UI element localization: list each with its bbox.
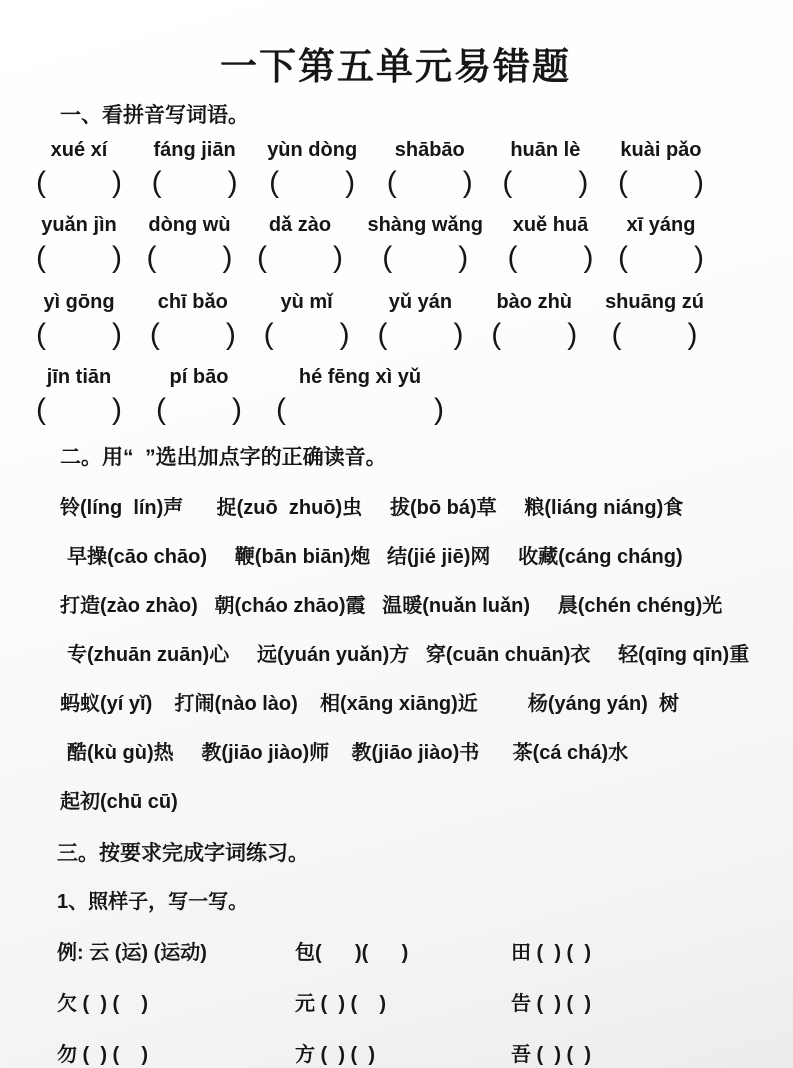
answer-brackets (382, 241, 468, 274)
bracket-open: ( (382, 240, 393, 274)
bracket-open: ( (269, 165, 280, 199)
answer-brackets (508, 241, 594, 274)
practice-row (57, 991, 755, 1017)
answer-brackets (146, 241, 232, 274)
bracket-close: ) (458, 240, 469, 274)
bracket-open: ( (146, 240, 157, 274)
pinyin-label: yù mǐ (280, 290, 333, 313)
reading-choice-line: 酷(kù gù)热 教(jiāo jiào)师 教(jiāo jiào)书 茶(cá chá)水 (67, 741, 629, 764)
pinyin-row (36, 138, 704, 199)
bracket-open: ( (36, 240, 46, 274)
pinyin-label: dòng wù (148, 213, 231, 236)
reading-choice-line: 早操(cāo chāo) 鞭(bān biān)炮 结(jié jiē)网 收藏(cáng cháng) (67, 545, 683, 568)
bracket-close: ) (345, 165, 356, 199)
bracket-open: ( (149, 317, 160, 351)
pinyin-label: dǎ zào (268, 213, 332, 236)
answer-brackets (150, 318, 236, 351)
pinyin-word-slot (36, 365, 122, 426)
bracket-close: ) (112, 240, 122, 274)
answer-brackets (269, 166, 355, 199)
section-pinyin-words (36, 102, 755, 425)
practice-item: 方 ( ) ( ) (295, 1044, 375, 1067)
pinyin-label: yǔ yán (388, 290, 453, 313)
pinyin-word-slot (508, 213, 594, 274)
answer-brackets (36, 166, 122, 199)
pinyin-word-slot (152, 138, 238, 199)
answer-brackets (36, 241, 122, 274)
pinyin-word-slot (276, 365, 444, 426)
pinyin-label: chī bǎo (157, 290, 228, 313)
practice-row (57, 1042, 755, 1068)
pinyin-word-slot (150, 290, 236, 351)
pinyin-word-slot (267, 138, 357, 199)
pinyin-label: yì gōng (43, 290, 115, 313)
answer-brackets (618, 241, 704, 274)
bracket-open: ( (507, 240, 518, 274)
answer-brackets (156, 393, 242, 426)
bracket-open: ( (156, 392, 166, 426)
reading-choice-line: 专(zhuān zuān)心 远(yuán yuǎn)方 穿(cuān chuān)衣 轻(qīng qīn)重 (67, 643, 750, 666)
pinyin-word-slot (36, 138, 122, 199)
section3-subheading: 1、照样子，写一写。 (57, 891, 249, 914)
bracket-close: ) (332, 240, 343, 274)
bracket-close: ) (693, 165, 704, 199)
practice-item: 吾 ( ) ( ) (511, 1044, 591, 1067)
bracket-open: ( (611, 317, 622, 351)
bracket-close: ) (578, 165, 589, 199)
bracket-open: ( (36, 392, 46, 426)
pinyin-label: jīn tiān (46, 365, 112, 388)
bracket-close: ) (232, 392, 242, 426)
bracket-close: ) (434, 392, 444, 426)
pinyin-word-slot (387, 138, 473, 199)
practice-item: 包( )( ) (295, 942, 409, 965)
pinyin-word-slot (377, 290, 463, 351)
pinyin-label: xué xí (50, 138, 108, 161)
pinyin-word-slot (367, 213, 483, 274)
pinyin-word-slot (618, 138, 704, 199)
section2-heading: 二。用“ ”选出加点字的正确读音。 (60, 445, 387, 469)
pinyin-label: bào zhù (496, 290, 573, 313)
answer-brackets (152, 166, 238, 199)
pinyin-word-slot (605, 290, 704, 351)
bracket-open: ( (36, 165, 46, 199)
pinyin-label: shuāng zú (605, 290, 704, 313)
answer-brackets (618, 166, 704, 199)
bracket-close: ) (583, 240, 594, 274)
practice-item: 告 ( ) ( ) (511, 993, 591, 1016)
bracket-open: ( (276, 392, 286, 426)
pinyin-label: shàng wǎng (367, 213, 484, 236)
pinyin-row (36, 365, 755, 426)
pinyin-label: huān lè (510, 138, 581, 161)
pinyin-label: yuǎn jìn (41, 213, 117, 236)
pinyin-label: shābāo (394, 138, 465, 161)
answer-brackets (36, 318, 122, 351)
bracket-close: ) (453, 317, 464, 351)
bracket-open: ( (256, 240, 267, 274)
bracket-open: ( (36, 317, 46, 351)
section1-heading: 一、看拼音写词语。 (60, 104, 249, 128)
pinyin-word-slot (146, 213, 232, 274)
pinyin-word-slot (156, 365, 242, 426)
reading-choice-line: 打造(zào zhào) 朝(cháo zhāo)霞 温暖(nuǎn luǎn) 晨(chén chéng)光 (60, 594, 723, 617)
pinyin-row (36, 290, 704, 351)
bracket-close: ) (567, 317, 578, 351)
bracket-close: ) (687, 317, 698, 351)
pinyin-word-slot (491, 290, 577, 351)
bracket-close: ) (225, 317, 236, 351)
bracket-open: ( (377, 317, 388, 351)
section-word-practice (36, 840, 755, 1068)
answer-brackets (612, 318, 698, 351)
bracket-close: ) (112, 392, 122, 426)
answer-brackets (276, 393, 444, 426)
pinyin-label: fáng jiān (153, 138, 236, 161)
answer-brackets (387, 166, 473, 199)
practice-row (57, 940, 755, 966)
pinyin-label: yùn dòng (267, 138, 358, 161)
bracket-close: ) (227, 165, 238, 199)
bracket-open: ( (151, 165, 162, 199)
pinyin-word-slot (257, 213, 343, 274)
bracket-close: ) (112, 317, 122, 351)
section3-heading: 三。按要求完成字词练习。 (57, 841, 309, 865)
bracket-open: ( (617, 165, 628, 199)
bracket-close: ) (694, 240, 704, 274)
practice-item: 勿 ( ) ( ) (57, 1044, 149, 1067)
answer-brackets (264, 318, 350, 351)
pinyin-label: hé fēng xì yǔ (298, 365, 422, 388)
bracket-close: ) (222, 240, 233, 274)
pinyin-word-slot (264, 290, 350, 351)
practice-item: 元 ( ) ( ) (295, 993, 387, 1016)
practice-item: 田 ( ) ( ) (511, 942, 591, 965)
pinyin-word-slot (502, 138, 588, 199)
pinyin-row (36, 213, 704, 274)
pinyin-label: pí bāo (169, 365, 229, 388)
reading-choice-line: 蚂蚁(yí yǐ) 打闹(nào lào) 相(xāng xiāng)近 杨(yáng yán) 树 (60, 692, 679, 715)
reading-choice-line: 铃(líng lín)声 捉(zuō zhuō)虫 拔(bō bá)草 粮(liáng niáng)食 (60, 496, 684, 519)
reading-choice-line: 起初(chū cū) (60, 790, 178, 813)
pinyin-word-slot (36, 213, 122, 274)
bracket-close: ) (462, 165, 473, 199)
answer-brackets (257, 241, 343, 274)
page-title: 一下第五单元易错题 (220, 47, 571, 88)
pinyin-label: kuài pǎo (620, 138, 702, 161)
answer-brackets (36, 393, 122, 426)
bracket-open: ( (386, 165, 397, 199)
answer-brackets (377, 318, 463, 351)
pinyin-label: xuě huā (512, 213, 589, 236)
section-choose-reading (36, 444, 755, 814)
bracket-open: ( (491, 317, 502, 351)
answer-brackets (502, 166, 588, 199)
answer-brackets (491, 318, 577, 351)
bracket-open: ( (263, 317, 274, 351)
bracket-open: ( (502, 165, 513, 199)
pinyin-word-slot (618, 213, 704, 274)
practice-item: 欠 ( ) ( ) (57, 993, 149, 1016)
bracket-open: ( (618, 240, 628, 274)
practice-item: 例: 云 (运) (运动) (57, 942, 207, 965)
bracket-close: ) (112, 165, 122, 199)
bracket-close: ) (339, 317, 350, 351)
pinyin-label: xī yáng (626, 213, 696, 236)
pinyin-word-slot (36, 290, 122, 351)
